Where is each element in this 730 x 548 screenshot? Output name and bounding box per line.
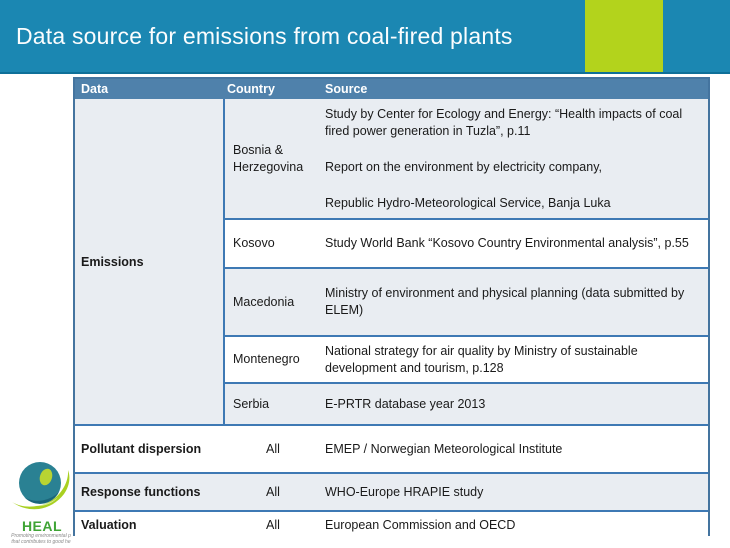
source-cell xyxy=(321,343,708,377)
source-paragraph: Study World Bank “Kosovo Country Environmental analysis”, p.55 xyxy=(325,236,689,250)
country-cell: Montenegro xyxy=(233,352,300,366)
table-row xyxy=(75,472,708,510)
heal-wordmark: HEAL xyxy=(21,518,63,534)
emissions-country-rows xyxy=(225,99,708,424)
table-header-row xyxy=(75,79,708,99)
source-cell: EMEP / Norwegian Meteorological Institute xyxy=(325,442,563,456)
header-data: Data xyxy=(81,82,109,96)
source-cell xyxy=(321,285,708,319)
source-cell xyxy=(321,396,708,413)
page-title: Data source for emissions from coal-fired plants xyxy=(16,23,513,49)
emissions-section xyxy=(75,99,708,424)
table-row xyxy=(225,384,708,424)
header-country: Country xyxy=(227,82,275,96)
source-paragraph: Report on the environment by electricity company, xyxy=(325,159,602,174)
data-label-cell: Response functions xyxy=(81,485,201,499)
country-cell: Serbia xyxy=(233,396,270,411)
header-source: Source xyxy=(325,82,368,96)
table-row xyxy=(225,269,708,337)
data-source-table xyxy=(73,77,710,536)
emissions-data-label: Emissions xyxy=(75,99,225,424)
source-cell: WHO-Europe HRAPIE study xyxy=(325,485,484,499)
country-cell: Bosnia & Herzegovina xyxy=(233,142,304,174)
source-cell: European Commission and OECD xyxy=(325,518,516,532)
source-paragraph: E-PRTR database year 2013 xyxy=(325,396,486,411)
source-cell xyxy=(321,235,708,252)
heal-tagline-line1: Promoting environmental p xyxy=(11,533,71,539)
data-label-cell: Pollutant dispersion xyxy=(81,442,202,456)
table-row xyxy=(75,510,708,538)
data-label-cell: Valuation xyxy=(81,518,137,532)
heal-logo xyxy=(2,458,82,545)
source-paragraph: Republic Hydro-Meteorological Service, Banja Luka xyxy=(325,195,611,210)
heal-logo-icon xyxy=(11,501,73,518)
heal-tagline-line2: that contributes to good he xyxy=(11,539,71,545)
country-cell: Kosovo xyxy=(233,236,275,250)
country-cell: All xyxy=(266,485,280,499)
source-paragraph: Ministry of environment and physical planning (data submitted by ELEM) xyxy=(325,286,685,317)
table-row xyxy=(225,220,708,269)
green-accent-block xyxy=(585,0,663,72)
country-cell: Macedonia xyxy=(233,294,295,309)
table-row xyxy=(75,424,708,472)
country-cell: All xyxy=(266,442,280,456)
table-row xyxy=(225,99,708,220)
table-row xyxy=(225,337,708,384)
source-paragraph: Study by Center for Ecology and Energy: “Health impacts of coal fired power generation in Tuzla”, p.11 xyxy=(325,106,683,138)
country-cell: All xyxy=(266,518,280,532)
source-cell xyxy=(321,106,708,212)
source-paragraph: National strategy for air quality by Ministry of sustainable development and tourism, p.128 xyxy=(325,343,638,375)
title-bar xyxy=(0,0,730,74)
